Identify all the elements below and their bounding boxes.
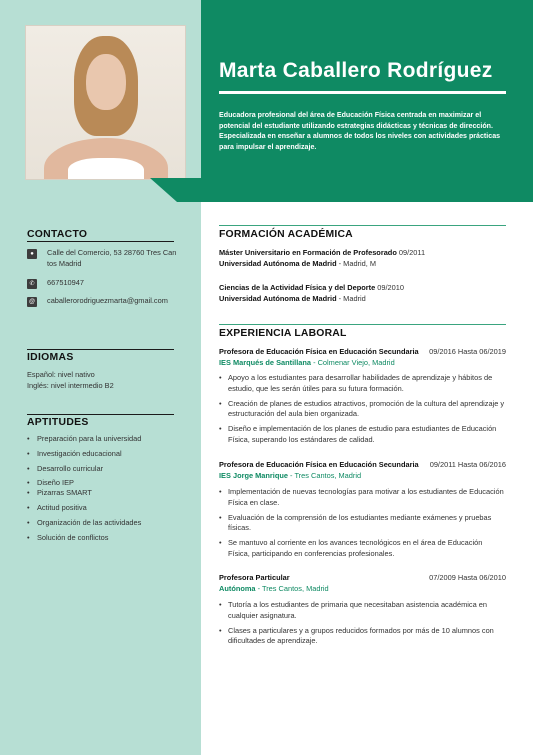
skill-item: • Diseño IEP: [27, 478, 141, 488]
skills-title: APTITUDES: [27, 417, 89, 428]
education-degree: Máster Universitario en Formación de Profesorado 09/2011: [219, 248, 426, 257]
location-icon: ●: [27, 249, 37, 259]
skills-divider: [27, 414, 174, 415]
education-title: FORMACIÓN ACADÉMICA: [219, 229, 353, 240]
job-title: Profesora de Educación Física en Educación Secundaria: [219, 347, 419, 356]
job-dates: 09/2016 Hasta 06/2019: [429, 347, 506, 356]
job-bullet: • Se mantuvo al corriente en los avances tecnológicos en el área de Educación Física, participando en conferencias profesionales.: [219, 538, 506, 560]
job-bullet: • Clases a particulares y a grupos reducidos formados por más de 10 alumnos con dificultades de aprendizaje.: [219, 626, 506, 648]
skill-item: • Pizarras SMART: [27, 488, 141, 498]
profile-summary: Educadora profesional del área de Educación Física centrada en maximizar el potencial del estudiante utilizando estrategias didácticas y técnicas de dirección. Especializada en enseñar a alumnos de todos los niveles con actividades prácticas para impulsar el aprendizaje.: [219, 111, 501, 152]
skills-list: [27, 434, 141, 543]
experience-title: EXPERIENCIA LABORAL: [219, 328, 347, 339]
job-bullets: [219, 373, 506, 446]
skill-item: • Solución de conflictos: [27, 533, 141, 543]
job-bullet: • Tutoría a los estudiantes de primaria que necesitaban asistencia académica en cualquier asignatura.: [219, 600, 506, 622]
language-item: Español: nivel nativo: [27, 370, 95, 379]
contact-divider: [27, 241, 174, 242]
education-divider: [219, 225, 506, 226]
skill-item: • Actitud positiva: [27, 503, 141, 513]
job-company: Autónoma - Tres Cantos, Madrid: [219, 584, 329, 593]
phone-icon: ✆: [27, 279, 37, 289]
job-bullet: • Diseño e implementación de los planes de estudio para estudiantes de Educación Física, superando los estándares de calidad.: [219, 424, 506, 446]
job-title: Profesora de Educación Física en Educación Secundaria: [219, 460, 419, 469]
language-item: Inglés: nivel intermedio B2: [27, 381, 114, 390]
contact-title: CONTACTO: [27, 229, 88, 240]
job-company: IES Marqués de Santillana - Colmenar Viejo, Madrid: [219, 358, 395, 367]
candidate-name: Marta Caballero Rodríguez: [219, 59, 493, 82]
skill-item: • Investigación educacional: [27, 449, 141, 459]
languages-title: IDIOMAS: [27, 352, 74, 363]
job-bullet: • Implementación de nuevas tecnologías para motivar a los estudiantes de Educación Física en clase.: [219, 487, 506, 509]
skill-item: • Desarrollo curricular: [27, 464, 141, 474]
name-divider: [219, 91, 506, 94]
education-degree: Ciencias de la Actividad Física y del Deporte 09/2010: [219, 283, 404, 292]
experience-divider: [219, 324, 506, 325]
email-icon: @: [28, 299, 36, 305]
education-school: Universidad Autónoma de Madrid - Madrid: [219, 294, 366, 303]
profile-photo: [25, 25, 186, 180]
education-date: 09/2010: [377, 283, 404, 292]
job-bullet: • Apoyo a los estudiantes para desarrollar habilidades de aprendizaje y hábitos de estudio, que les serán útiles para su futura formación.: [219, 373, 506, 395]
job-dates: 09/2011 Hasta 06/2016: [429, 460, 506, 469]
job-bullets: [219, 487, 506, 560]
job-bullet: • Creación de planes de estudios atractivos, promoción de la cultura del aprendizaje y estructuración del aula bien organizada.: [219, 399, 506, 421]
job-bullets: [219, 600, 506, 647]
languages-divider: [27, 349, 174, 350]
education-date: 09/2011: [398, 248, 426, 257]
job-company: IES Jorge Manrique - Tres Cantos, Madrid: [219, 471, 362, 480]
education-school: Universidad Autónoma de Madrid - Madrid, M: [219, 259, 377, 268]
skill-item: • Organización de las actividades: [27, 518, 141, 528]
job-dates: 07/2009 Hasta 06/2010: [429, 573, 506, 582]
job-title: Profesora Particular: [219, 573, 290, 582]
skill-item: • Preparación para la universidad: [27, 434, 141, 444]
job-bullet: • Evaluación de la comprensión de los estudiantes mediante exámenes y pruebas físicas.: [219, 513, 506, 535]
